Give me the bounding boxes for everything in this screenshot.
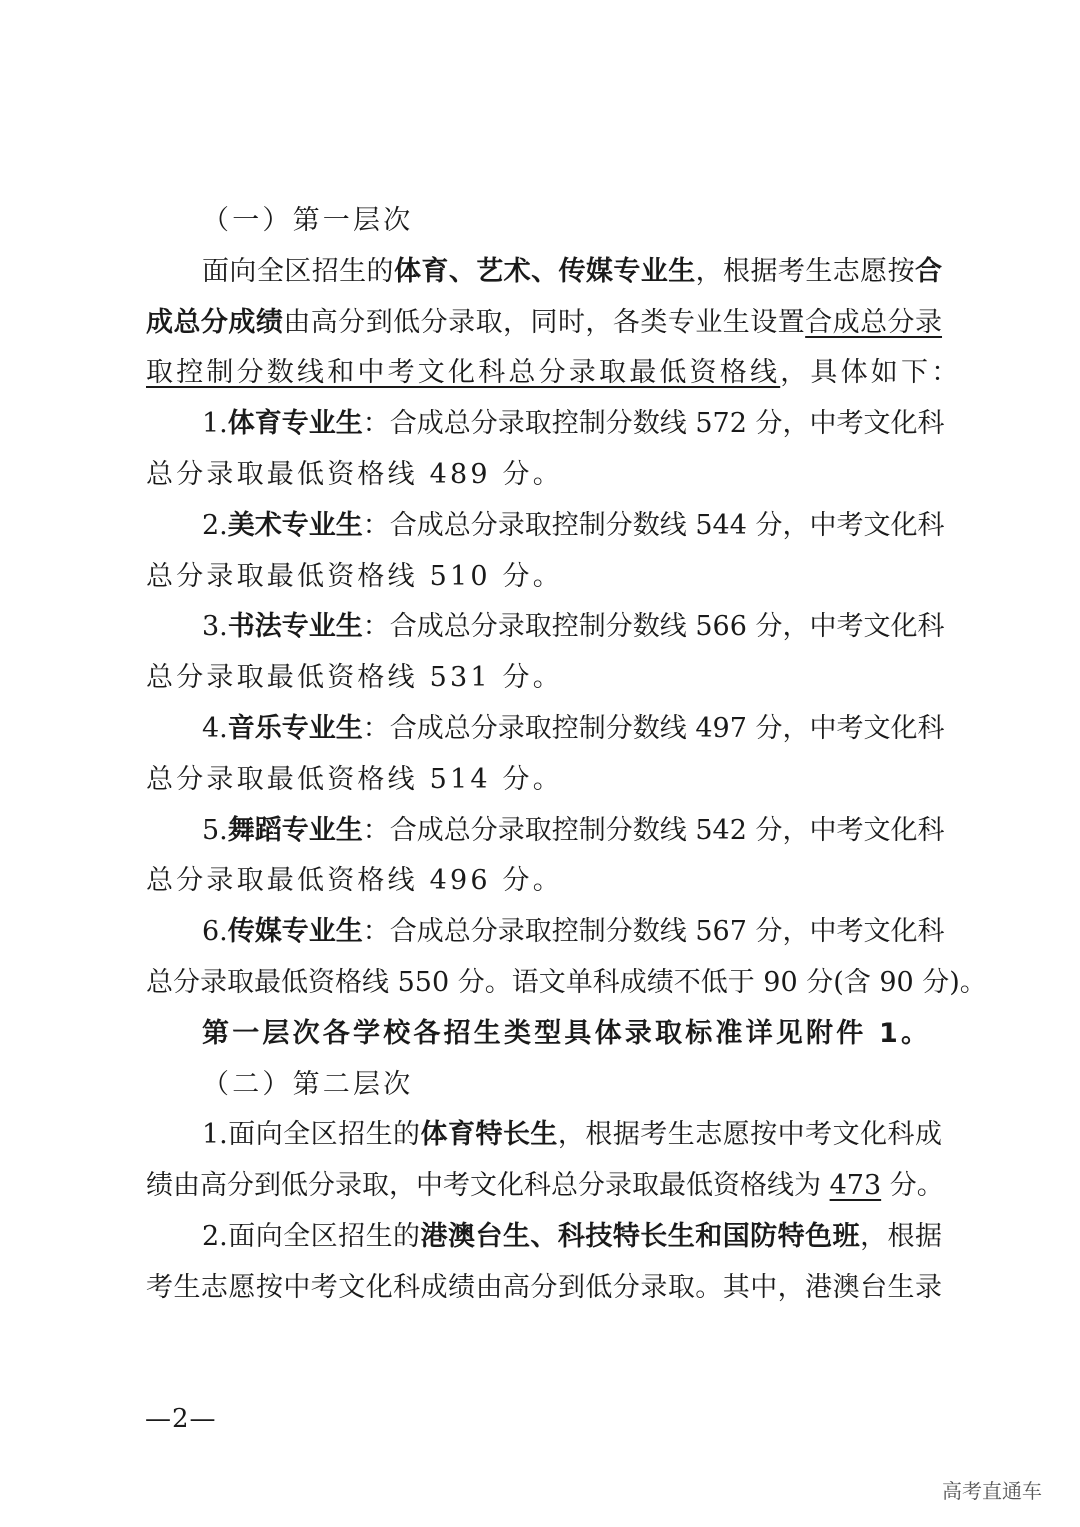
underlined-text: 取控制分数线和中考文化科总分录取最低资格线 (146, 357, 781, 389)
text-segment: 由高分到低分录取，同时，各类专业生设置 (283, 306, 806, 338)
text-line (146, 856, 942, 907)
text-line (146, 958, 987, 1009)
document-body (146, 196, 987, 1314)
text-segment: 3. (202, 611, 228, 643)
text-line (146, 196, 942, 247)
bold-text: 合 (915, 255, 943, 287)
text-line (146, 247, 942, 298)
text-segment: 6. (202, 916, 228, 948)
bold-text: 成总分成绩 (146, 306, 284, 338)
text-line (146, 1161, 942, 1212)
text-segment: 2. (202, 509, 228, 541)
text-line (146, 348, 962, 399)
text-segment: ：合成总分录取控制分数线 542 分，中考文化科 (362, 814, 945, 846)
text-segment: ，根据考生志愿按 (695, 255, 916, 287)
text-segment: ：合成总分录取控制分数线 567 分，中考文化科 (362, 916, 945, 948)
text-line (146, 298, 942, 349)
bold-text: 书法专业生 (227, 611, 363, 643)
text-line (146, 806, 945, 857)
text-line (146, 399, 945, 450)
text-line (146, 653, 942, 704)
text-line (146, 552, 942, 603)
text-line (146, 907, 945, 958)
text-line (146, 1212, 942, 1263)
bold-text: 第一层次各学校各招生类型具体录取标准详见附件 1。 (202, 1017, 932, 1049)
text-line (146, 1263, 942, 1314)
text-segment: ，根据 (860, 1220, 943, 1252)
text-segment: 分。 (881, 1170, 944, 1202)
text-segment: 2.面向全区招生的 (202, 1220, 421, 1252)
text-line (146, 704, 945, 755)
text-line (146, 1009, 942, 1060)
text-line (146, 1110, 942, 1161)
underlined-text: 473 (829, 1170, 882, 1202)
text-line (146, 755, 942, 806)
underlined-text: 合成总分录 (805, 306, 943, 338)
text-line (146, 450, 942, 501)
text-segment: 4. (202, 712, 228, 744)
text-segment: 总分录取最低资格线 496 分。 (146, 865, 563, 897)
text-segment: ：合成总分录取控制分数线 497 分，中考文化科 (362, 712, 945, 744)
text-segment: ，根据考生志愿按中考文化科成 (557, 1119, 943, 1151)
text-segment: 总分录取最低资格线 514 分。 (146, 763, 563, 795)
text-segment: 总分录取最低资格线 531 分。 (146, 662, 563, 694)
bold-text: 传媒专业生 (227, 916, 363, 948)
bold-text: 体育、艺术、传媒专业生 (393, 255, 696, 287)
text-line (146, 602, 945, 653)
text-segment: （二）第二层次 (202, 1068, 414, 1100)
text-segment: ：合成总分录取控制分数线 544 分，中考文化科 (362, 509, 945, 541)
text-segment: 考生志愿按中考文化科成绩由高分到低分录取。其中，港澳台生录 (146, 1271, 942, 1303)
bold-text: 体育专业生 (227, 408, 363, 440)
text-segment: 总分录取最低资格线 489 分。 (146, 458, 563, 490)
text-segment: 总分录取最低资格线 510 分。 (146, 560, 563, 592)
text-segment: 1.面向全区招生的 (202, 1119, 421, 1151)
bold-text: 音乐专业生 (227, 712, 363, 744)
text-line (146, 501, 945, 552)
bold-text: 港澳台生、科技特长生和国防特色班 (420, 1220, 861, 1252)
watermark: 高考直通车 (942, 1479, 1042, 1503)
text-segment: 1. (202, 408, 228, 440)
bold-text: 美术专业生 (227, 509, 363, 541)
text-segment: ：合成总分录取控制分数线 566 分，中考文化科 (362, 611, 945, 643)
text-segment: ，具体如下： (780, 357, 962, 389)
text-segment: 面向全区招生的 (202, 255, 394, 287)
text-line (146, 1060, 942, 1111)
text-segment: 绩由高分到低分录取，中考文化科总分录取最低资格线为 (146, 1170, 830, 1202)
bold-text: 舞蹈专业生 (227, 814, 363, 846)
text-segment: 5. (202, 814, 228, 846)
page-number: —2— (145, 1404, 217, 1434)
text-segment: ：合成总分录取控制分数线 572 分，中考文化科 (362, 408, 945, 440)
bold-text: 体育特长生 (420, 1119, 558, 1151)
text-segment: （一）第一层次 (202, 205, 414, 236)
text-segment: 总分录取最低资格线 550 分。语文单科成绩不低于 90 分(含 90 分)。 (146, 966, 987, 998)
